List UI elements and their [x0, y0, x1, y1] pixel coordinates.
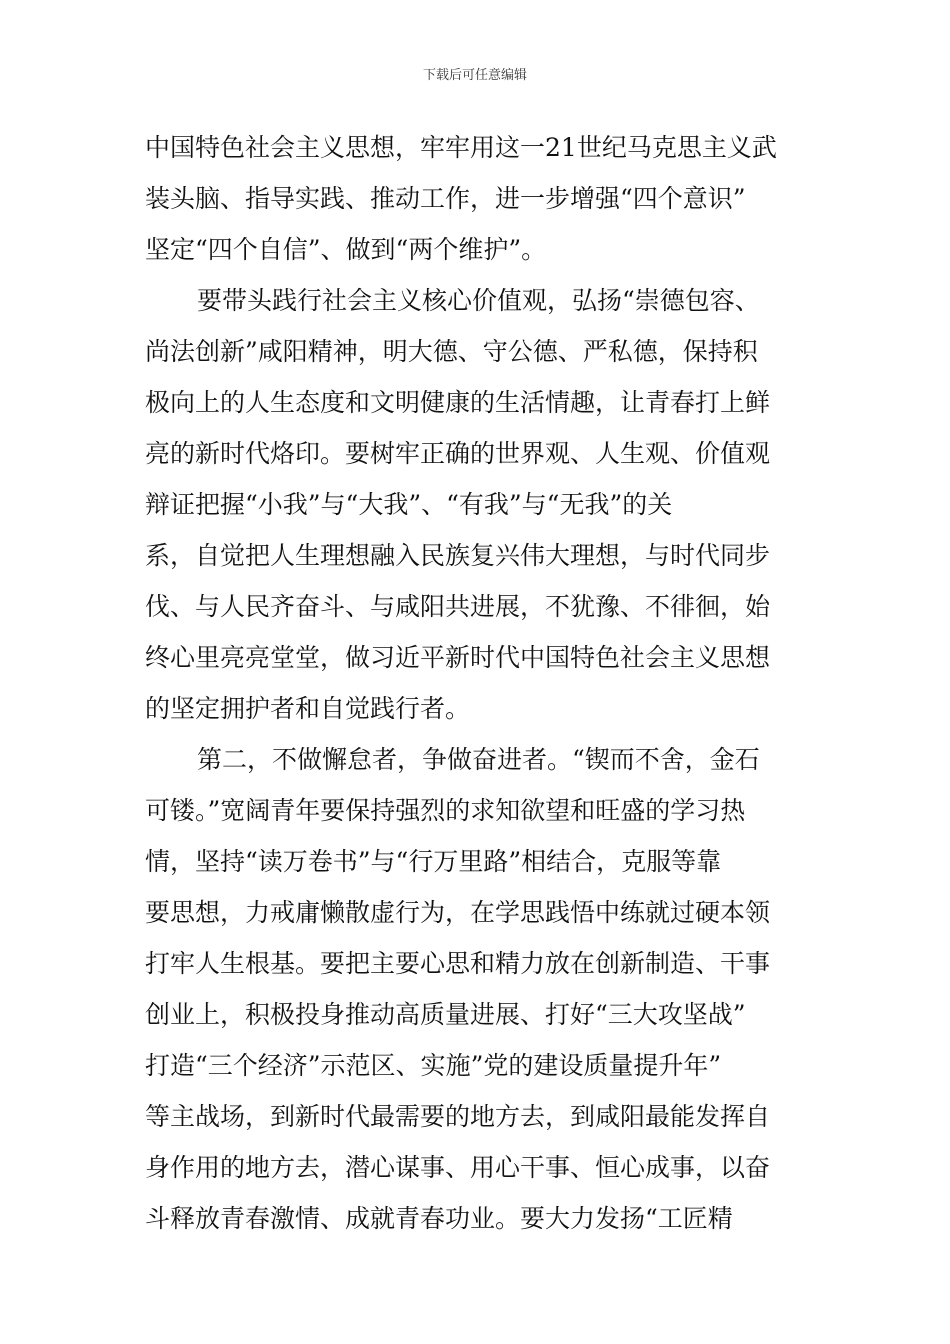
text-line: 创业上，积极投身推动高质量进展、打好“三大攻坚战”: [145, 1000, 746, 1029]
text-line: 打造“三个经济”示范区、实施”党的建设质量提升年”: [145, 1051, 722, 1080]
text-line: 要思想，力戒庸懒散虚行为，在学思践悟中练就过硬本领: [145, 898, 771, 927]
text-line: 坚定“四个自信”、做到“两个维护”。: [145, 235, 547, 264]
text-line: 终心里亮亮堂堂，做习近平新时代中国特色社会主义思想: [145, 643, 771, 672]
document-body: [145, 122, 810, 1244]
paragraph-start-line: 第二，不做懈怠者，争做奋进者。“锲而不舍，金石: [197, 745, 760, 774]
text-line: 辩证把握“小我”与“大我”、“有我”与“无我”的关: [145, 490, 673, 519]
text-line: 等主战场，到新时代最需要的地方去，到咸阳最能发挥自: [145, 1102, 771, 1131]
text-line: 系，自觉把人生理想融入民族复兴伟大理想，与时代同步: [145, 541, 771, 570]
text-line: 打牢人生根基。要把主要心思和精力放在创新制造、干事: [145, 949, 771, 978]
text-line: 极向上的人生态度和文明健康的生活情趣，让青春打上鲜: [145, 388, 771, 417]
text-line: 尚法创新”咸阳精神，明大德、守公德、严私德，保持积: [145, 337, 758, 366]
text-line: 的坚定拥护者和自觉践行者。: [145, 694, 471, 723]
paragraph-start-line: 要带头践行社会主义核心价值观，弘扬“崇德包容、: [197, 286, 760, 315]
text-line: 装头脑、指导实践、推动工作，进一步增强“四个意识”: [145, 184, 746, 213]
text-line: 中国特色社会主义思想，牢牢用这一21世纪马克思主义武: [145, 133, 777, 162]
text-line: 亮的新时代烙印。要树牢正确的世界观、人生观、价值观: [145, 439, 771, 468]
text-line: 身作用的地方去，潜心谋事、用心干事、恒心成事，以奋: [145, 1153, 771, 1182]
text-line: 斗释放青春激情、成就青春功业。要大力发扬“工匠精: [145, 1204, 733, 1233]
text-line: 伐、与人民齐奋斗、与咸阳共进展，不犹豫、不徘徊，始: [145, 592, 771, 621]
text-line: 情，坚持“读万卷书”与“行万里路”相结合，克服等靠: [145, 847, 722, 876]
text-line: 可镂。”宽阔青年要保持强烈的求知欲望和旺盛的学习热: [145, 796, 746, 825]
page-header: 下载后可任意编辑: [422, 68, 527, 83]
